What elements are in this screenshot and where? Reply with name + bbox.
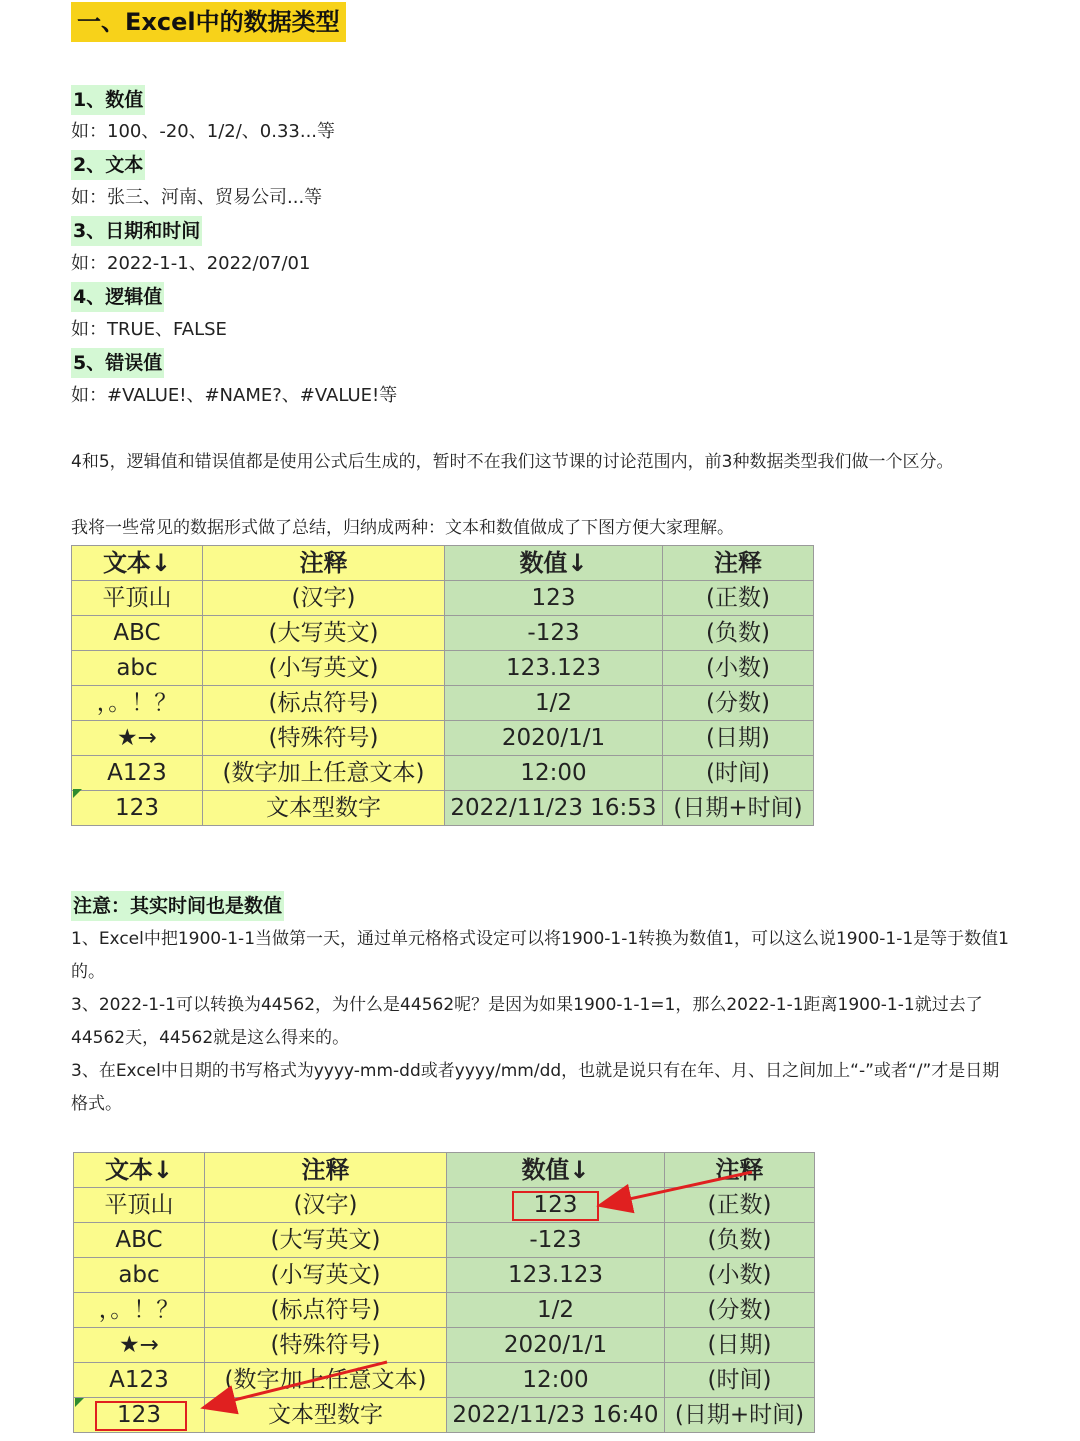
type-heading-error: 5、错误值 [71,348,164,378]
table-cell: (标点符号) [203,686,445,721]
table-cell: (日期+时间) [663,791,814,826]
arrow-to-number-icon [602,1172,752,1205]
table-cell: (小数) [665,1258,815,1293]
table-cell: (小写英文) [203,651,445,686]
table-cell: ABC [74,1223,205,1258]
table-cell: ★→ [74,1328,205,1363]
type-heading-datetime: 3、日期和时间 [71,216,202,246]
table-cell: 123 [72,791,203,826]
table-cell: 平顶山 [74,1188,205,1223]
table-cell: (日期+时间) [665,1398,815,1433]
type-example-logical: 如：TRUE、FALSE [71,319,227,340]
table-cell: (时间) [663,756,814,791]
page-title: 一、Excel中的数据类型 [71,2,346,42]
table-cell: (日期) [665,1328,815,1363]
table-cell: (特殊符号) [203,721,445,756]
table-cell: (正数) [663,581,814,616]
table-cell: 123.123 [447,1258,665,1293]
table-cell: (分数) [665,1293,815,1328]
table-cell: 1/2 [445,686,663,721]
table-cell: (大写英文) [205,1223,447,1258]
table-cell: (日期) [663,721,814,756]
table-cell: 2022/11/23 16:53 [445,791,663,826]
header-note: 注释 [205,1153,447,1188]
header-text: 文本↓ [74,1153,205,1188]
header-number: 数值↓ [447,1153,665,1188]
table-cell: 123.123 [445,651,663,686]
table-cell: A123 [72,756,203,791]
table-cell: ★→ [72,721,203,756]
table-cell: -123 [447,1223,665,1258]
table-cell: 2020/1/1 [445,721,663,756]
table-cell: (汉字) [203,581,445,616]
header-number: 数值↓ [445,546,663,581]
table-cell: (负数) [665,1223,815,1258]
table-cell: 123 [447,1188,665,1223]
table-cell: (负数) [663,616,814,651]
table-cell: 2020/1/1 [447,1328,665,1363]
type-heading-text: 2、文本 [71,150,145,180]
table-cell: (时间) [665,1363,815,1398]
table-cell: -123 [445,616,663,651]
table-cell: 123 [445,581,663,616]
table-cell: 1/2 [447,1293,665,1328]
table-cell: abc [74,1258,205,1293]
table-cell: 2022/11/23 16:40 [447,1398,665,1433]
table-cell: (数字加上任意文本) [203,756,445,791]
table-cell: (标点符号) [205,1293,447,1328]
type-example-error: 如：#VALUE!、#NAME?、#VALUE!等 [71,385,398,406]
note-paragraph-3: 3、在Excel中日期的书写格式为yyyy-mm-dd或者yyyy/mm/dd，也就是说只有在年、月、日之间加上“-”或者“/”才是日期格式。 [71,1061,1000,1114]
table-cell: (特殊符号) [205,1328,447,1363]
header-note: 注释 [665,1153,815,1188]
type-heading-number: 1、数值 [71,85,145,115]
table-cell: (小数) [663,651,814,686]
type-example-text: 如：张三、河南、贸易公司...等 [71,187,323,208]
intro-paragraph: 4和5，逻辑值和错误值都是使用公式后生成的，暂时不在我们这节课的讨论范围内，前3种数据类型我们做一个区分。 [71,452,954,472]
table-cell: (数字加上任意文本) [205,1363,447,1398]
type-example-datetime: 如：2022-1-1、2022/07/01 [71,253,311,274]
table-cell: 文本型数字 [205,1398,447,1433]
table-cell: ，。！？ [74,1293,205,1328]
table-cell: 123 [74,1398,205,1433]
header-note: 注释 [203,546,445,581]
table-cell: (小写英文) [205,1258,447,1293]
table-cell: (大写英文) [203,616,445,651]
table-cell: 平顶山 [72,581,203,616]
intro-summary: 我将一些常见的数据形式做了总结，归纳成两种：文本和数值做成了下图方便大家理解。 [71,518,734,538]
type-heading-logical: 4、逻辑值 [71,282,164,312]
note-paragraph-1: 1、Excel中把1900-1-1当做第一天，通过单元格格式设定可以将1900-1-1转换为数值1，可以这么说1900-1-1是等于数值1的。 [71,929,1009,982]
header-note: 注释 [663,546,814,581]
table-cell: ，。！？ [72,686,203,721]
type-example-number: 如：100、-20、1/2/、0.33...等 [71,121,336,142]
table-cell: 12:00 [445,756,663,791]
table-cell: A123 [74,1363,205,1398]
table-cell: abc [72,651,203,686]
note-paragraph-2: 3、2022-1-1可以转换为44562，为什么是44562呢？是因为如果1900-1-1=1，那么2022-1-1距离1900-1-1就过去了44562天，44562就是这么得来的。 [71,995,983,1048]
table-cell: (汉字) [205,1188,447,1223]
table-cell: ABC [72,616,203,651]
arrow-to-text-number-icon [206,1362,387,1407]
table-cell: (分数) [663,686,814,721]
table-cell: (正数) [665,1188,815,1223]
table-cell: 文本型数字 [203,791,445,826]
table-cell: 12:00 [447,1363,665,1398]
header-text: 文本↓ [72,546,203,581]
note-heading: 注意：其实时间也是数值 [71,891,284,921]
